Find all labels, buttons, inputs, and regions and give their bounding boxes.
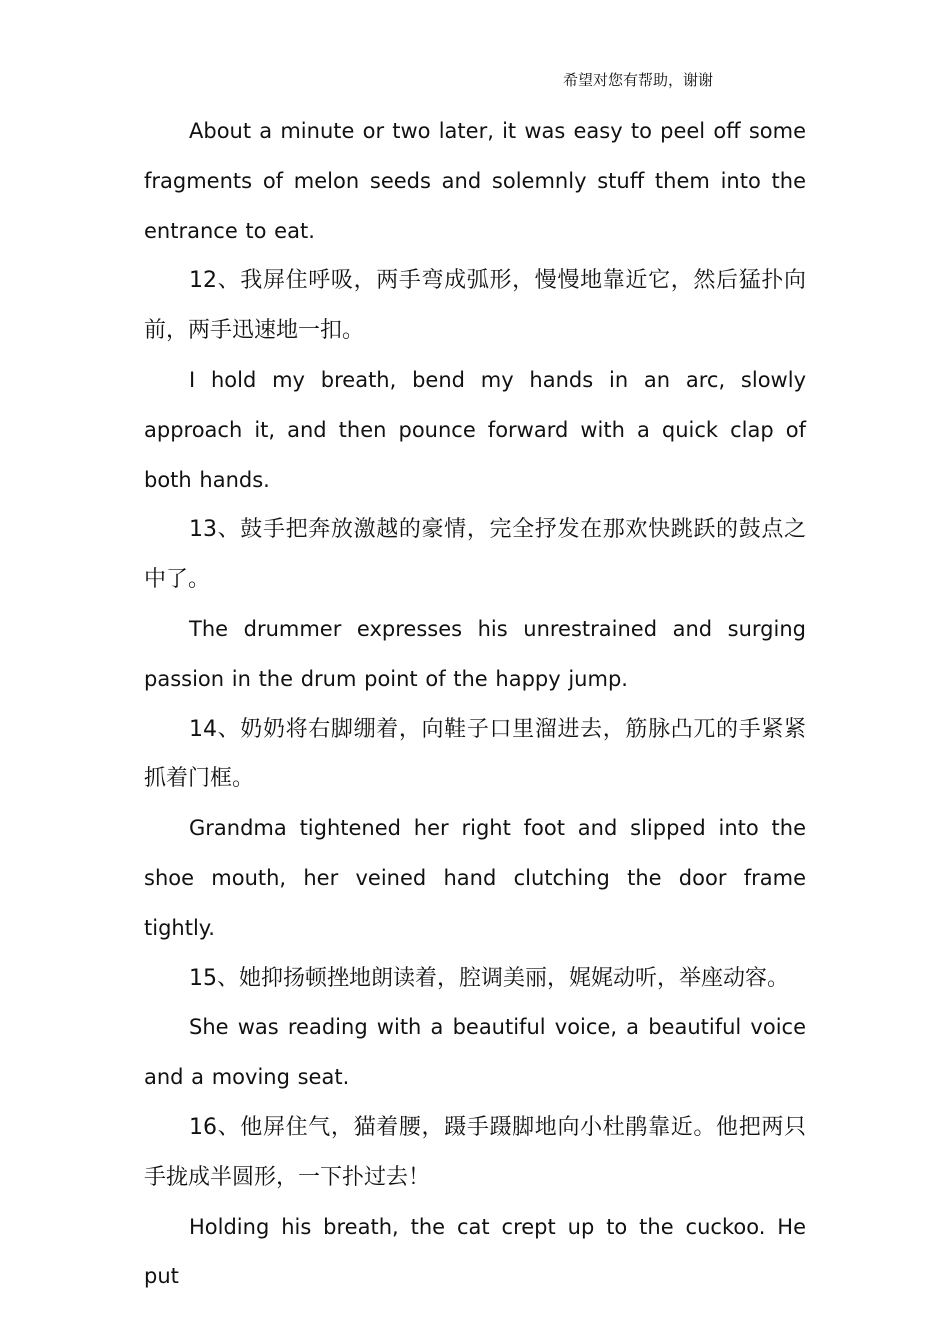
paragraph-zh-13: 13、鼓手把奔放激越的豪情，完全抒发在那欢快跳跃的鼓点之中了。: [144, 517, 806, 593]
paragraph-zh-12: 12、我屏住呼吸，两手弯成弧形，慢慢地靠近它，然后猛扑向前，两手迅速地一扣。: [144, 268, 806, 344]
paragraph-en-1: About a minute or two later, it was easy to peel off some fragments of melon seeds and solemnly stuff them into the entrance to eat.: [144, 119, 806, 243]
paragraph-zh-16: 16、他屏住气，猫着腰，蹑手蹑脚地向小杜鹃靠近。他把两只手拢成半圆形，一下扑过去！: [144, 1114, 806, 1190]
document-body: [144, 107, 806, 1302]
paragraph-en-13: The drummer expresses his unrestrained and surging passion in the drum point of the happy jump.: [144, 616, 806, 691]
paragraph-zh-14: 14、奶奶将右脚绷着，向鞋子口里溜进去，筋脉凸兀的手紧紧抓着门框。: [144, 716, 806, 792]
paragraph-en-14: Grandma tightened her right foot and slipped into the shoe mouth, her veined hand clutching the door frame tightly.: [144, 816, 806, 940]
paragraph-zh-15: 15、她抑扬顿挫地朗读着，腔调美丽，娓娓动听，举座动容。: [189, 965, 789, 991]
paragraph-en-16: Holding his breath, the cat crept up to the cuckoo. He put: [144, 1214, 806, 1289]
paragraph-en-12: I hold my breath, bend my hands in an arc, slowly approach it, and then pounce forward with a quick clap of both hands.: [144, 367, 806, 492]
paragraph-en-15: She was reading with a beautiful voice, a beautiful voice and a moving seat.: [144, 1015, 806, 1090]
header-note: 希望对您有帮助，谢谢: [563, 71, 714, 89]
